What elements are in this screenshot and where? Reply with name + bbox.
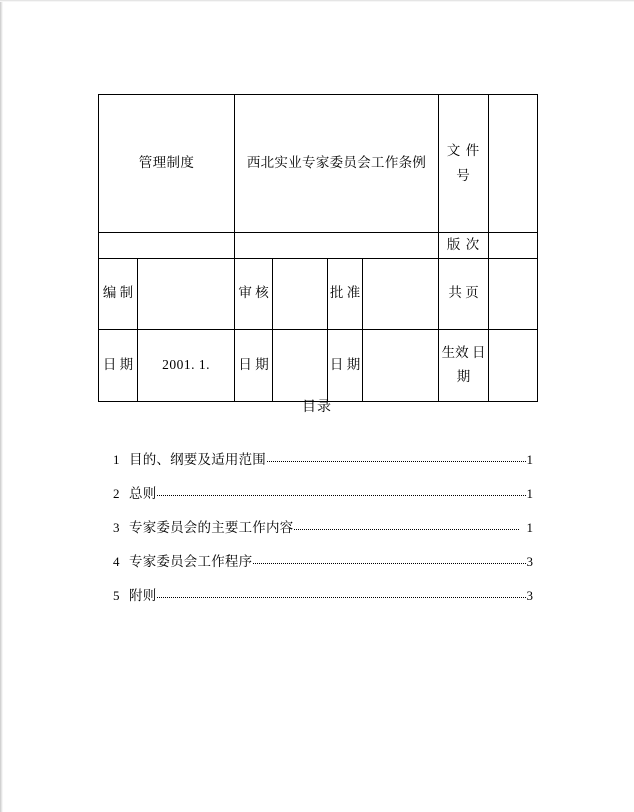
toc-entry-3[interactable] bbox=[113, 516, 533, 550]
toc-entry-number: 1 bbox=[113, 452, 120, 467]
cell-reviewed-date-value[interactable] bbox=[273, 329, 328, 401]
cell-total-pages-value[interactable] bbox=[489, 258, 538, 329]
cell-effective-date-value[interactable] bbox=[489, 329, 538, 401]
toc-dot-leader bbox=[157, 587, 525, 600]
toc-entry-label: 附则 bbox=[129, 588, 157, 604]
toc-entry-page: 3 bbox=[526, 588, 533, 603]
cell-approved-by-value[interactable] bbox=[363, 258, 439, 329]
toc-entry-page: 1 bbox=[526, 452, 533, 467]
cell-prepared-by-value[interactable] bbox=[138, 258, 235, 329]
cell-total-pages-label: 共 页 bbox=[439, 258, 489, 329]
cell-document-title: 西北实业专家委员会工作条例 bbox=[235, 95, 439, 233]
toc-entry-number: 4 bbox=[113, 554, 120, 569]
table-row-header-split bbox=[99, 233, 538, 259]
cell-spacer-left bbox=[99, 233, 235, 259]
table-row bbox=[99, 258, 538, 329]
cell-effective-date-label: 生效 日期 bbox=[439, 329, 489, 401]
toc-list bbox=[113, 448, 533, 618]
document-header-table bbox=[98, 94, 538, 402]
cell-version-label: 版 次 bbox=[439, 233, 489, 259]
toc-entry-number: 2 bbox=[113, 486, 120, 501]
cell-prepared-date-label: 日 期 bbox=[99, 329, 138, 401]
table-row bbox=[99, 329, 538, 401]
table-row-header bbox=[99, 95, 538, 233]
toc-dot-leader bbox=[157, 485, 525, 498]
cell-version-value[interactable] bbox=[489, 233, 538, 259]
cell-approved-date-value[interactable] bbox=[363, 329, 439, 401]
toc-dot-leader bbox=[267, 451, 526, 464]
toc-entry-label: 目的、纲要及适用范围 bbox=[129, 452, 266, 468]
toc-dot-leader bbox=[253, 553, 525, 566]
cell-prepared-by-label: 编 制 bbox=[99, 258, 138, 329]
toc-dot-leader bbox=[294, 519, 518, 532]
cell-reviewed-date-label: 日 期 bbox=[235, 329, 273, 401]
toc-entry-number: 3 bbox=[113, 520, 120, 535]
toc-entry-1[interactable] bbox=[113, 448, 533, 482]
cell-approved-by-label: 批 准 bbox=[328, 258, 363, 329]
cell-prepared-date-value[interactable]: 2001. 1. bbox=[138, 329, 235, 401]
cell-doc-number-label: 文 件 号 bbox=[439, 95, 489, 233]
toc-entry-page: 1 bbox=[526, 520, 533, 535]
toc-entry-page: 3 bbox=[526, 554, 533, 569]
toc-entry-label: 专家委员会工作程序 bbox=[129, 554, 253, 570]
toc-entry-page: 1 bbox=[526, 486, 533, 501]
cell-doc-number-value[interactable] bbox=[489, 95, 538, 233]
toc-entry-number: 5 bbox=[113, 588, 120, 603]
toc-entry-5[interactable] bbox=[113, 584, 533, 618]
toc-entry-label: 专家委员会的主要工作内容 bbox=[129, 520, 294, 536]
toc-entry-4[interactable] bbox=[113, 550, 533, 584]
cell-reviewed-by-label: 审 核 bbox=[235, 258, 273, 329]
cell-spacer-middle bbox=[235, 233, 439, 259]
toc-entry-2[interactable] bbox=[113, 482, 533, 516]
cell-reviewed-by-value[interactable] bbox=[273, 258, 328, 329]
cell-approved-date-label: 日 期 bbox=[328, 329, 363, 401]
cell-document-category: 管理制度 bbox=[99, 95, 235, 233]
toc-heading: 目录 bbox=[302, 399, 332, 415]
toc-entry-label: 总则 bbox=[129, 486, 157, 502]
